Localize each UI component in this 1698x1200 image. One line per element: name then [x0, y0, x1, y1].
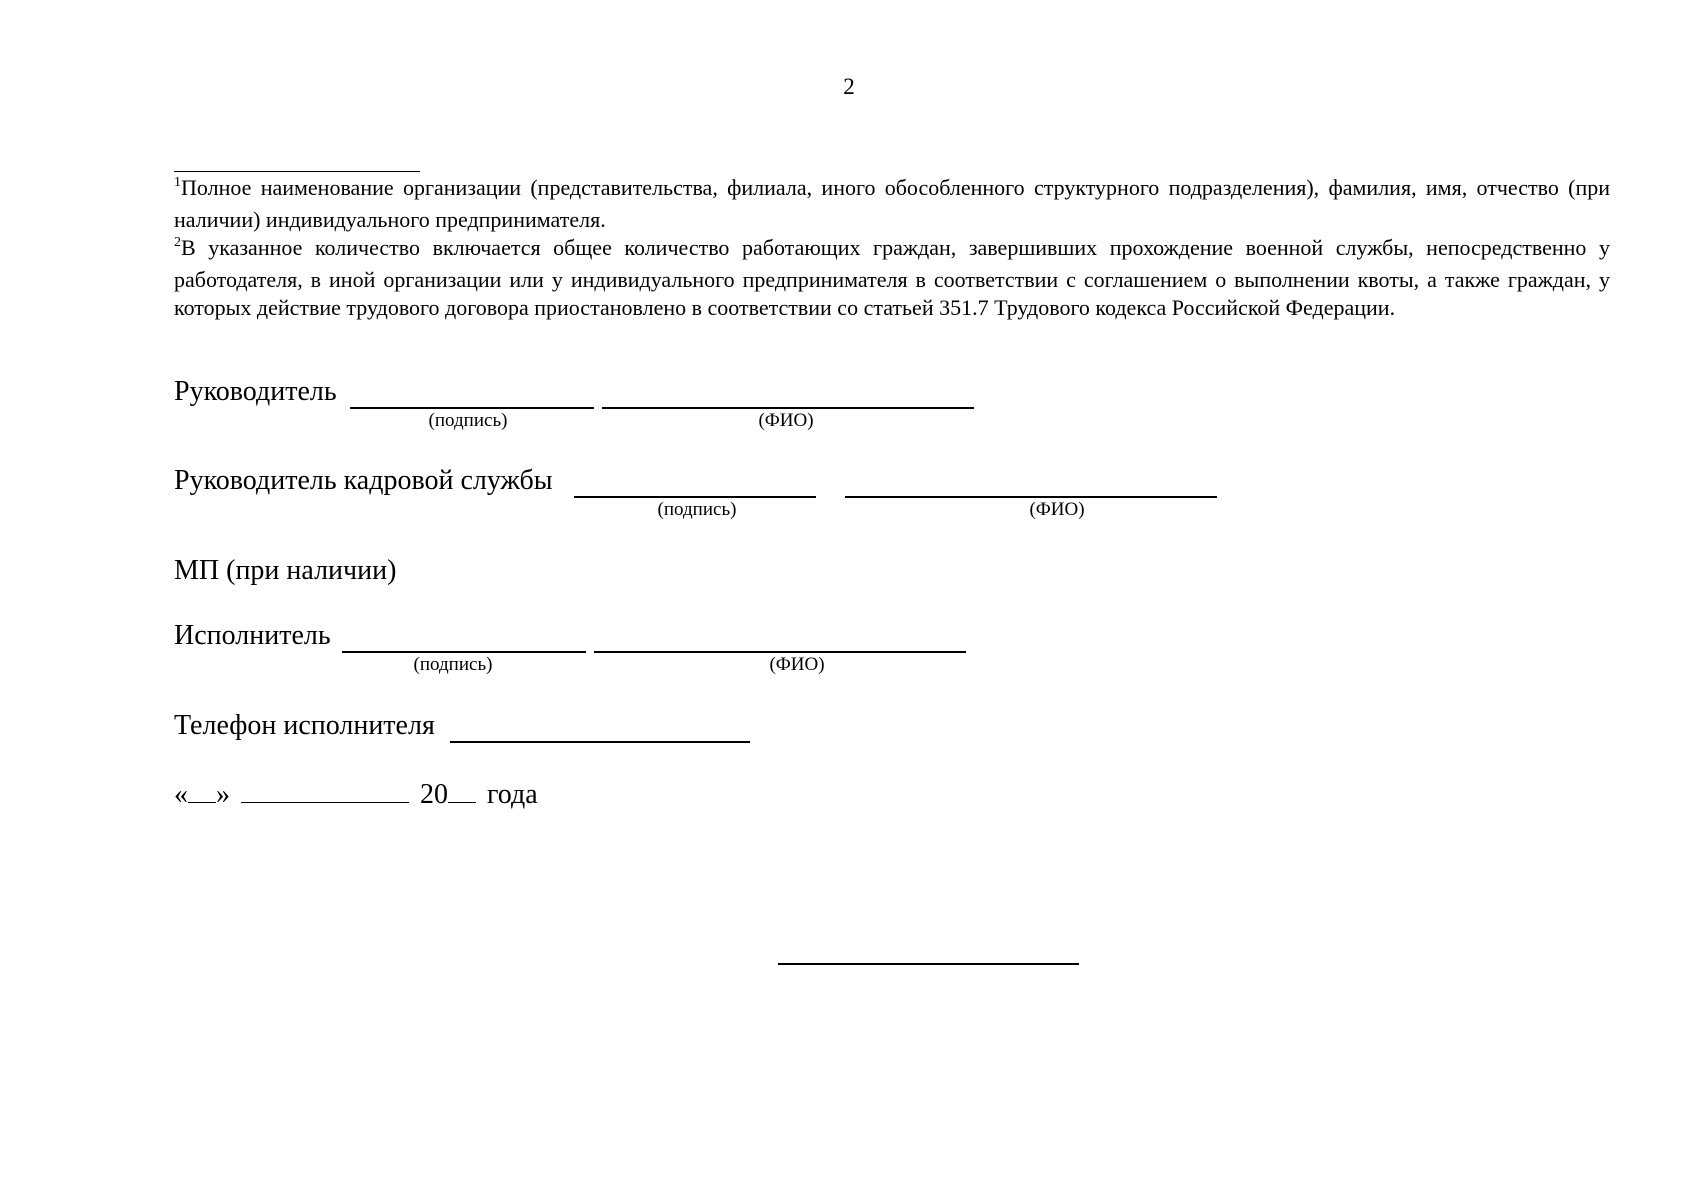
head-signature-caption: (подпись) — [428, 410, 508, 431]
hr-head-name-caption: (ФИО) — [1029, 499, 1085, 520]
executor-name-caption: (ФИО) — [769, 654, 825, 675]
date-close-quote: » — [216, 779, 230, 810]
date-day-field[interactable] — [188, 776, 216, 803]
footnote-text: В указанное количество включается общее количество работающих граждан, завершивших прохождение военной службы, непосредственно у работодателя, в иной организации или у индивидуального предпринимателя в соответствии с соглашением о выполнении квоты, а также граждан, у которых действие трудового договора приостановлено в соответствии со статьей 351.7 Трудового кодекса Российской Федерации. — [174, 235, 1610, 320]
hr-head-name-field[interactable] — [845, 496, 1217, 498]
footnote-2 — [174, 234, 1610, 322]
date-year-field[interactable] — [448, 776, 476, 803]
head-name-caption: (ФИО) — [758, 410, 814, 431]
footnote-text: Полное наименование организации (представительства, филиала, иного обособленного структурного подразделения), фамилия, имя, отчество (при наличии) индивидуального предпринимателя. — [174, 175, 1610, 232]
date-suffix: года — [487, 779, 538, 810]
executor-signature-caption: (подпись) — [413, 654, 493, 675]
head-signature-field[interactable] — [350, 407, 594, 409]
footnote-mark: 1 — [174, 175, 181, 190]
hr-head-label: Руководитель кадровой службы — [174, 465, 553, 496]
date-line — [174, 776, 538, 811]
phone-label: Телефон исполнителя — [174, 710, 435, 741]
footnote-mark: 2 — [174, 235, 181, 250]
head-name-field[interactable] — [602, 407, 974, 409]
date-open-quote: « — [174, 779, 188, 810]
footnote-separator — [174, 171, 420, 172]
phone-field[interactable] — [450, 741, 750, 743]
executor-signature-field[interactable] — [342, 651, 586, 653]
footnote-1 — [174, 174, 1610, 234]
executor-name-field[interactable] — [594, 651, 966, 653]
hr-head-signature-caption: (подпись) — [657, 499, 737, 520]
stamp-label: МП (при наличии) — [174, 555, 397, 586]
head-label: Руководитель — [174, 376, 337, 407]
executor-label: Исполнитель — [174, 620, 331, 651]
date-month-field[interactable] — [241, 776, 409, 803]
page-number: 2 — [843, 74, 855, 99]
footnotes — [174, 174, 1610, 322]
hr-head-signature-field[interactable] — [574, 496, 816, 498]
end-of-document-rule — [778, 963, 1079, 965]
date-year-prefix: 20 — [420, 779, 448, 810]
